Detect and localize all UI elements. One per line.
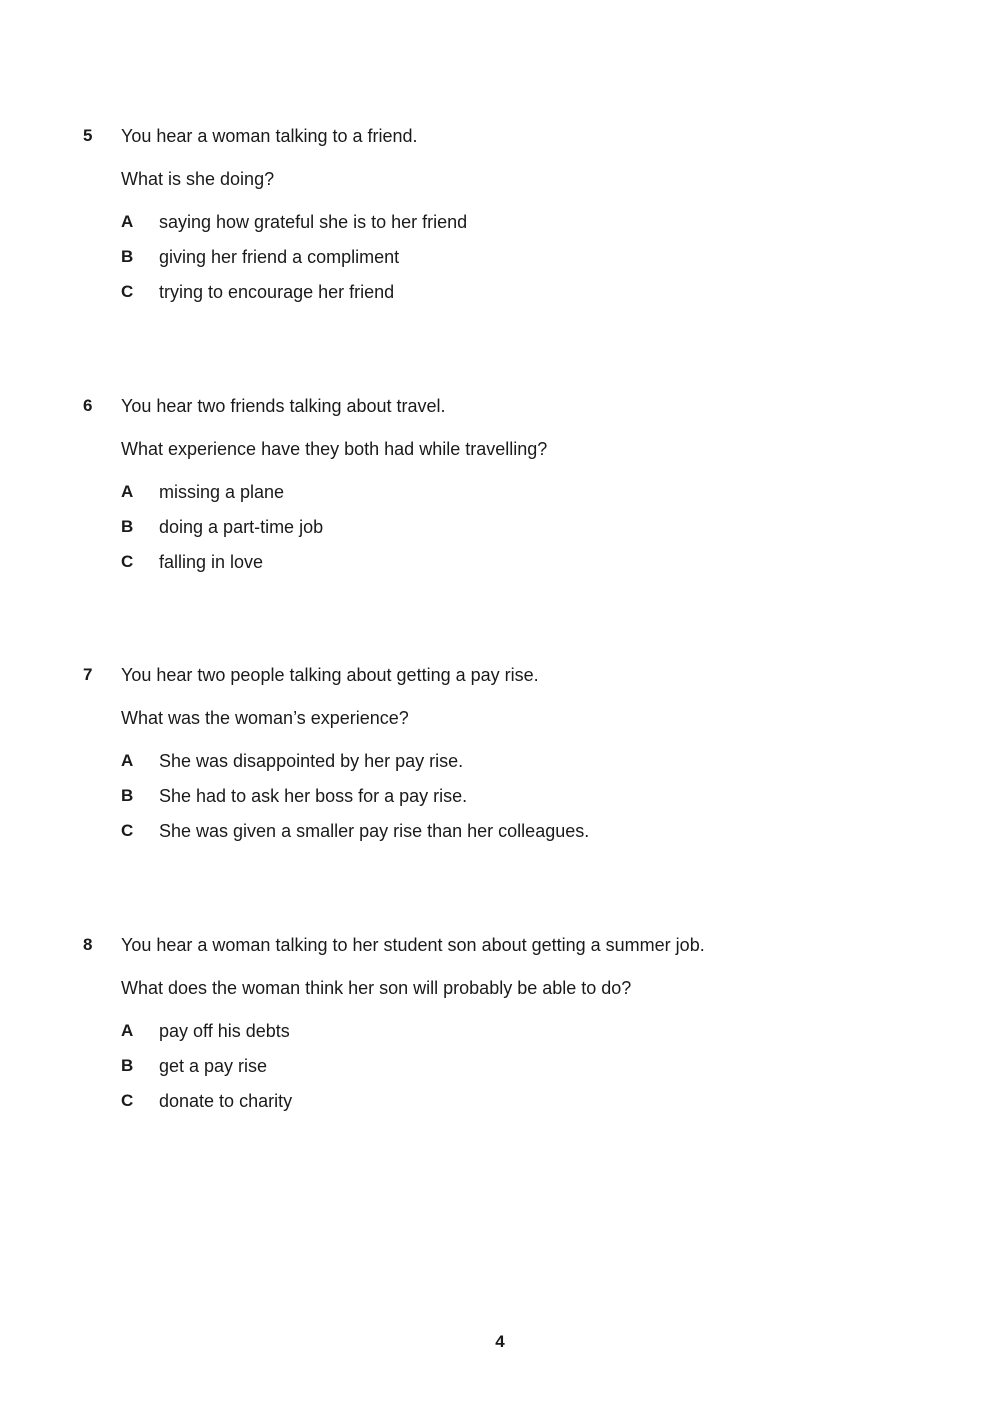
question-number: 5 (83, 126, 93, 145)
option-text: doing a part-time job (159, 517, 324, 537)
option-b[interactable] (0, 517, 1000, 539)
option-c[interactable] (0, 552, 1000, 574)
option-text: trying to encourage her friend (159, 282, 395, 302)
option-letter: A (121, 212, 134, 231)
question-5 (0, 126, 1000, 356)
question-7 (0, 665, 1000, 895)
option-text: missing a plane (159, 482, 285, 502)
option-text: She was disappointed by her pay rise. (159, 751, 464, 771)
question-number: 7 (83, 665, 93, 684)
option-text: donate to charity (159, 1091, 293, 1111)
option-letter: B (121, 247, 134, 266)
option-letter: A (121, 1021, 134, 1040)
option-c[interactable] (0, 1091, 1000, 1113)
option-letter: A (121, 751, 134, 770)
option-text: She was given a smaller pay rise than her colleagues. (159, 821, 590, 841)
option-letter: C (121, 282, 134, 301)
question-prompt: What does the woman think her son will probably be able to do? (121, 978, 632, 998)
option-letter: C (121, 821, 134, 840)
option-letter: B (121, 517, 134, 536)
option-letter: A (121, 482, 134, 501)
question-context: You hear two people talking about getting a pay rise. (121, 665, 539, 685)
option-letter: C (121, 552, 134, 571)
option-a[interactable] (0, 482, 1000, 504)
option-c[interactable] (0, 282, 1000, 304)
option-text: get a pay rise (159, 1056, 268, 1076)
question-context: You hear a woman talking to her student son about getting a summer job. (121, 935, 705, 955)
option-b[interactable] (0, 1056, 1000, 1078)
option-text: falling in love (159, 552, 264, 572)
option-a[interactable] (0, 1021, 1000, 1043)
option-b[interactable] (0, 247, 1000, 269)
option-text: pay off his debts (159, 1021, 290, 1041)
question-context: You hear two friends talking about travel. (121, 396, 446, 416)
question-prompt: What is she doing? (121, 169, 275, 189)
option-b[interactable] (0, 786, 1000, 808)
option-a[interactable] (0, 212, 1000, 234)
option-c[interactable] (0, 821, 1000, 843)
option-text: saying how grateful she is to her friend (159, 212, 468, 232)
question-6 (0, 396, 1000, 626)
option-letter: B (121, 786, 134, 805)
question-context: You hear a woman talking to a friend. (121, 126, 418, 146)
question-prompt: What was the woman’s experience? (121, 708, 409, 728)
option-a[interactable] (0, 751, 1000, 773)
option-text: She had to ask her boss for a pay rise. (159, 786, 468, 806)
option-text: giving her friend a compliment (159, 247, 400, 267)
question-prompt: What experience have they both had while travelling? (121, 439, 548, 459)
page-number: 4 (495, 1332, 505, 1351)
option-letter: C (121, 1091, 134, 1110)
question-number: 6 (83, 396, 93, 415)
question-8 (0, 935, 1000, 1165)
option-letter: B (121, 1056, 134, 1075)
question-number: 8 (83, 935, 93, 954)
